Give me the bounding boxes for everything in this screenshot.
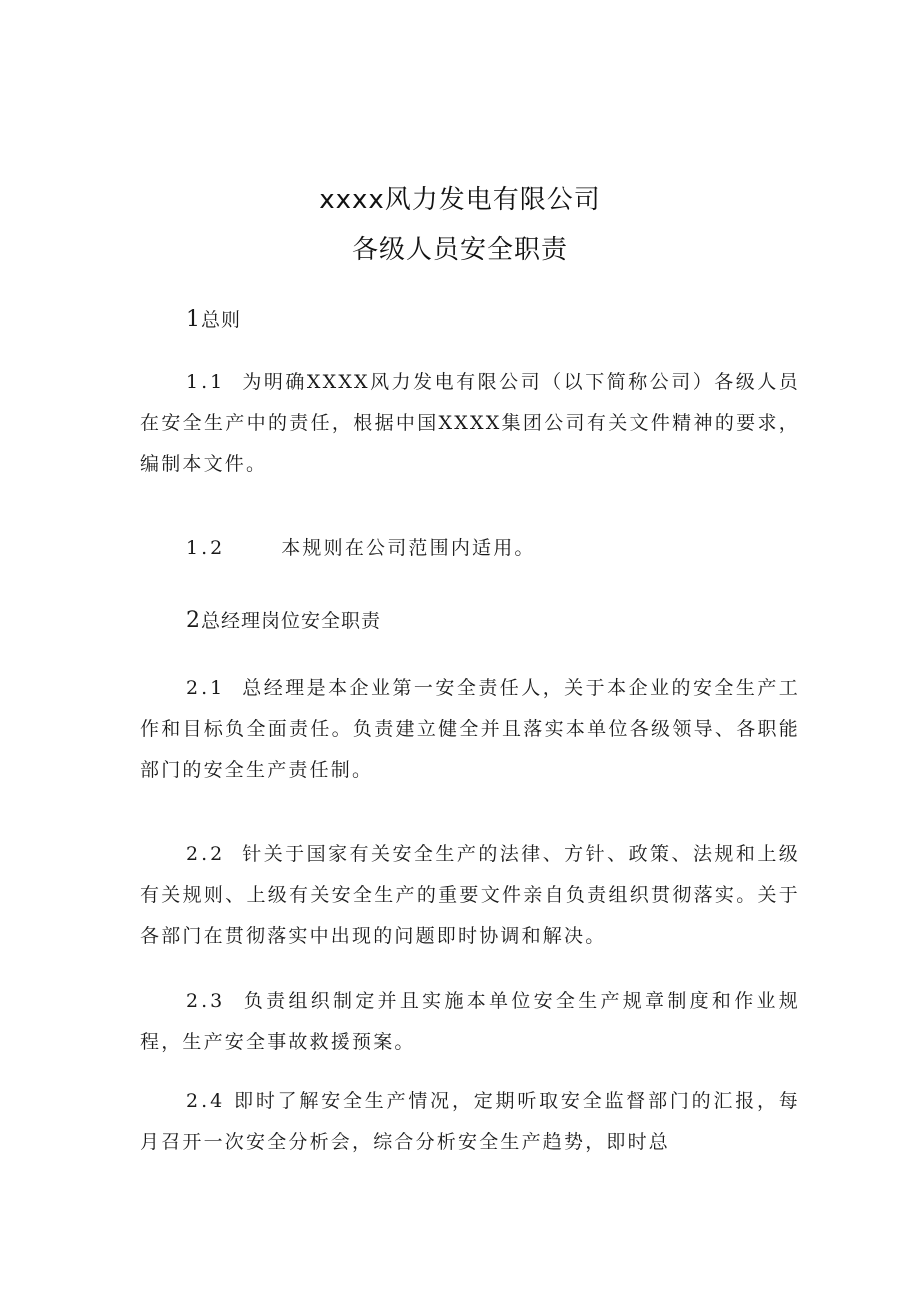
paragraph-text: 本规则在公司范围内适用。	[281, 537, 536, 559]
paragraph-number: 2.4	[186, 1090, 226, 1112]
paragraph-text: 针关于国家有关安全生产的法律、方针、政策、法规和上级有关规则、上级有关安全生产的重要文件亲自负责组织贯彻落实。关于各部门在贯彻落实中出现的问题即时协调和解决。	[140, 843, 801, 947]
paragraph-2-1	[140, 668, 800, 791]
paragraph-2-4	[140, 1081, 800, 1163]
paragraph-number: 2.2	[186, 843, 226, 865]
paragraph-number: 2.1	[186, 677, 226, 699]
paragraph-text: 为明确XXXX风力发电有限公司（以下简称公司）各级人员在安全生产中的责任，根据中国XXXX集团公司有关文件精神的要求，编制本文件。	[140, 371, 800, 475]
paragraph-text: 即时了解安全生产情况，定期听取安全监督部门的汇报，每月召开一次安全分析会，综合分析安全生产趋势，即时总	[140, 1090, 801, 1153]
paragraph-text: 总经理是本企业第一安全责任人，关于本企业的安全生产工作和目标负全面责任。负责建立健全并且落实本单位各级领导、各职能部门的安全生产责任制。	[140, 677, 801, 781]
document-title-company: xxxx风力发电有限公司	[319, 185, 601, 215]
paragraph-2-3	[140, 981, 800, 1063]
paragraph-1-1	[140, 362, 800, 485]
document-title-subject: 各级人员安全职责	[351, 235, 568, 265]
paragraph-text: 负责组织制定并且实施本单位安全生产规章制度和作业规程，生产安全事故救援预案。	[140, 990, 800, 1053]
section-number: 2	[186, 608, 201, 633]
section-number: 1	[186, 307, 201, 332]
section-heading-2	[186, 606, 381, 633]
section-title: 总经理岗位安全职责	[201, 610, 382, 632]
paragraph-1-2	[140, 528, 800, 569]
paragraph-number: 1.1	[186, 371, 226, 393]
section-title: 总则	[201, 309, 242, 331]
paragraph-number: 1.2	[186, 537, 226, 559]
section-heading-1	[186, 305, 241, 332]
paragraph-number: 2.3	[186, 990, 226, 1012]
paragraph-2-2	[140, 834, 800, 957]
